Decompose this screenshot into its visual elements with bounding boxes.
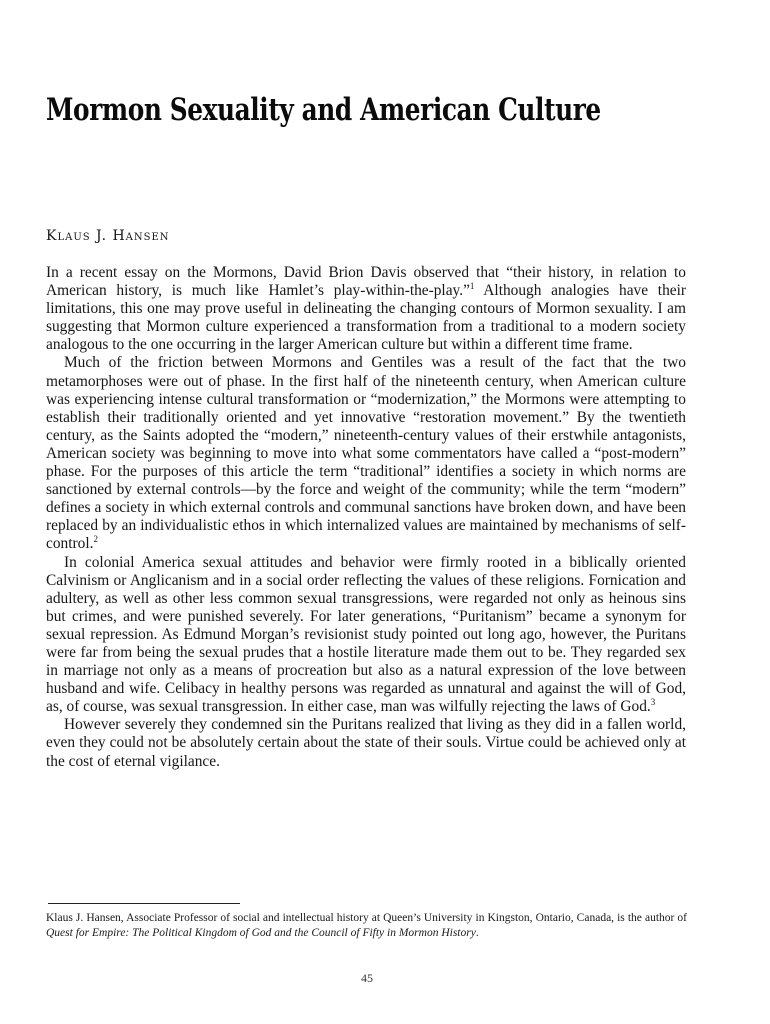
paragraph-text: Much of the friction between Mormons and Gentiles was a result of the fact that the two metamorphoses were out of phase. In the first half of the nineteenth century, when American culture was experiencing intense cultural transformation or “modernization,” the Mormons were attempting to establish their traditionally oriented and yet innovative “restoration movement.” By the twentieth century, as the Saints adopted the “modern,” nineteenth-century values of their erstwhile antagonists, American society was beginning to move into what some commentators have called a “post-modern” phase. For the purposes of this article the term “traditional” identifies a society in which norms are sanctioned by external controls—by the force and weight of the community; while the term “modern” defines a society in which external controls and communal sanctions have broken down, and have been replaced by an individualistic ethos in which internalized values are maintained by mechanisms of self-control.	[46, 354, 686, 553]
paragraph-text: In colonial America sexual attitudes and behavior were firmly rooted in a biblically oriented Calvinism or Anglicanism and in a social order reflecting the values of these religions. Fornication and adultery, as well as other less common sexual transgressions, were regarded not only as heinous sins but crimes, and were punished severely. For later generations, “Puritanism” became a synonym for sexual repression. As Edmund Morgan’s revisionist study pointed out long ago, however, the Puritans were far from being the sexual prudes that a hostile literature made them out to be. They regarded sex in marriage not only as a means of procreation but also as a natural expression of the love between husband and wife. Celibacy in healthy persons was regarded as unnatural and against the will of God, as, of course, was sexual transgression. In either case, man was wilfully rejecting the laws of God.	[46, 553, 686, 716]
author-footnote	[46, 911, 687, 941]
page-number: 45	[361, 971, 373, 985]
footnote-reference: 1	[469, 281, 475, 292]
footnote-text: Klaus J. Hansen, Associate Professor of social and intellectual history at Queen’s University in Kingston, Ontario, Canada, is the author of	[46, 912, 687, 924]
book-title: Quest for Empire: The Political Kingdom of God and the Council of Fifty in Mormon History	[46, 927, 476, 939]
footnote-divider	[48, 903, 240, 904]
paragraph-text: In a recent essay on the Mormons, David Brion Davis observed that “their history, in relation to American history, is much like Hamlet’s play-within-the-play.”	[46, 264, 686, 300]
paragraph	[46, 554, 686, 717]
paragraph	[46, 354, 686, 553]
paragraph	[46, 264, 686, 354]
paragraph-text: Although analogies have their limitations, this one may prove useful in delineating the changing contours of Mormon sexuality. I am suggesting that Mormon culture experienced a transformation from a traditional to a modern society analogous to the one occurring in the larger American culture but within a different time frame.	[46, 282, 686, 354]
footnote-reference: 3	[650, 697, 656, 708]
article-title: Mormon Sexuality and American Culture	[46, 92, 601, 128]
footnote-reference: 2	[93, 534, 98, 545]
article-body	[46, 264, 686, 771]
footnote-text-end: .	[475, 927, 479, 939]
paragraph	[46, 716, 686, 770]
paragraph-text: However severely they condemned sin the Puritans realized that living as they did in a fallen world, even they could not be absolutely certain about the state of their souls. Virtue could be achieved only at the cost of eternal vigilance.	[46, 716, 686, 770]
author-byline: Klaus J. Hansen	[46, 228, 170, 244]
